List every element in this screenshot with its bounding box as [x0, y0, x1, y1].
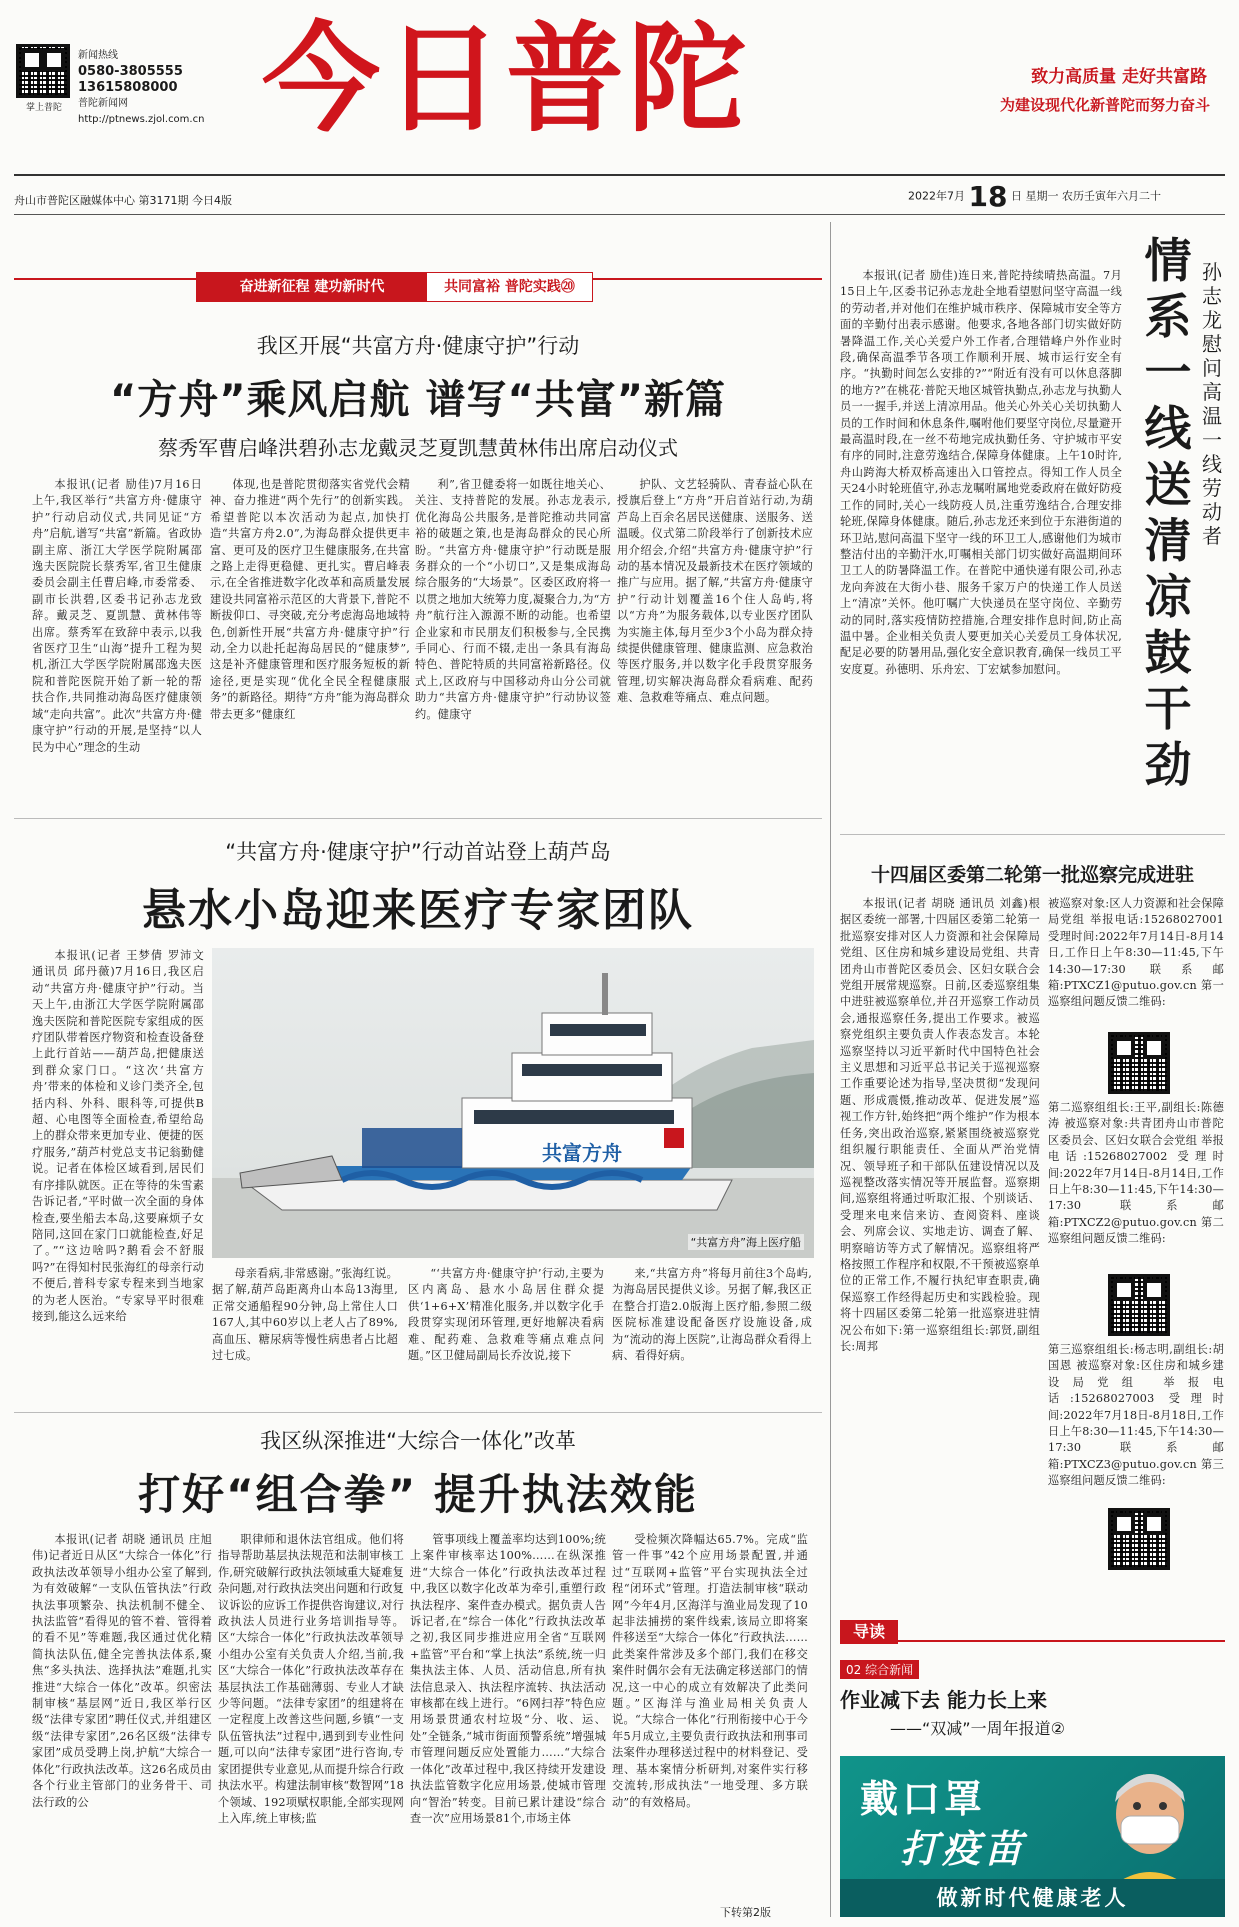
slogan-2: 为建设现代化新普陀而努力奋斗 [999, 96, 1210, 114]
story3-col-3 [410, 1532, 606, 1918]
group-3-text: 第三巡察组组长:杨志明,副组长:胡国恩 被巡察对象:区住房和城乡建设局党组 举报电话:15268027003 受理时间:2022年7月18日-8月18日,工作日上午8:30—11:45,下午14:30—17:30 联系邮箱:PTXCZ3@putuo.gov.cn 第三巡察组问题反馈二维码: [1048, 1343, 1224, 1488]
story3-text-1: 本报讯(记者 胡晓 通讯员 庄旭伟)记者近日从区“大综合一体化”行政执法改革领导小组办公室了解到,为有效破解“一支队伍管执法”行政执法事项繁杂、执法机制不健全、执法监管“看得见的管不着、管得着的看不见”等难题,我区通过优化精简执法队伍,健全完善执法体系,聚焦“多头执法、选择执法”难题,扎实推进“大综合一体化”改革。织密法制审核“基层网”近日,我区举行区级“法律专家团”聘任仪式,并组建区级“法律专家团”,26名区级“法律专家团”成员受聘上岗,护航“大综合一体化”行政执法改革。这26名成员由各个行业主管部门的业务骨干、司法行政的公 [32, 1533, 212, 1809]
guide-headline[interactable]: 作业减下去 能力长上来 [840, 1688, 1047, 1712]
story4-body [840, 268, 1122, 850]
date-line [908, 180, 1228, 213]
ad-line-2: 打疫苗 [900, 1827, 1027, 1871]
story3-col-2 [218, 1532, 404, 1918]
elderly-person-icon [1095, 1762, 1205, 1892]
story2-text-4: 来,“共富方舟”将每月前往3个岛屿,为海岛居民提供义诊。另据了解,我区正在整合打造2.0版海上医疗船,参照二级医院标准建设配备医疗设施设备,成为“流动的海上医院”,让海岛群众看得上病、看得好病。 [612, 1267, 812, 1363]
guide-label: 导读 [840, 1620, 898, 1644]
story5-top-rule [840, 834, 1225, 835]
guide-subhead: ——“双减”一周年报道② [890, 1719, 1065, 1738]
story5-group-2 [1048, 1100, 1224, 1272]
story5-text-1: 本报讯(记者 胡晓 通讯员 刘鑫)根据区委统一部署,十四届区委第二轮第一批巡察安排对区人力资源和社会保障局党组、区住房和城乡建设局党组、共青团舟山市普陀区委员会、区妇女联合会党组开展常规巡察。日前,区委巡察组集中进驻被巡察单位,并召开巡察工作动员会,通报巡察任务,提出工作要求。被巡察党组织主要负责人作表态发言。本轮巡察坚持以习近平新时代中国特色社会主义思想和习近平总书记关于巡视巡察工作重要论述为指导,坚决贯彻“发现问题、形成震慑,推动改革、促进发展”巡视工作方针,始终把“两个维护”作为根本任务,突出政治巡察,紧紧围绕被巡察党组织履行职能责任、全面从严治党情况、领导班子和干部队伍建设情况以及巡视整改落实情况等开展监督。巡察期间,巡察组将通过听取汇报、个别谈话、受理来电来信来访、查阅资料、座谈会、列席会议、实地走访、调查了解、明察暗访等方式了解情况。巡察组将严格按照工作程序和权限,不干预被巡察单位的正常工作,不履行执纪审查职责,确保巡察工作经得起历史和实践检验。现将十四届区委第二轮第一批巡察进驻情况公布如下:第一巡察组组长:郭贤,副组长:周邦 [840, 897, 1040, 1353]
ship-name: 共富方舟 [542, 1141, 622, 1165]
ad-line-1: 戴口罩 [860, 1777, 987, 1821]
story1-col-3 [415, 477, 611, 804]
story2-kicker: “共富方舟·健康守护”行动首站登上葫芦岛 [225, 840, 611, 864]
site-url[interactable]: http://ptnews.zjol.com.cn [78, 114, 205, 125]
right-column-divider [830, 222, 831, 1917]
story4-side-title: 情系一线送清凉鼓干劲 [1144, 234, 1192, 793]
story2-col-1 [32, 948, 204, 1323]
date-suffix: 日 星期一 农历壬寅年六月二十 [1010, 189, 1161, 203]
banner-right: 共同富裕 普陀实践⑳ [444, 279, 575, 295]
story1-text-2: 体现,也是普陀贯彻落实省党代会精神、奋力推进“两个先行”的创新实践。希望普陀以本次活动为起点,加快打造“共富方舟2.0”,为海岛群众提供更丰富、更可及的医疗卫生健康服务,在共富之路上走得更稳健、更扎实。曹启峰表示,在全省推进数字化改革和高质量发展建设共同富裕示范区的大背景下,普陀不断拔仰口、寻突破,充分考虑海岛地域特色,创新性开展“共富方舟·健康守护”行动,全力以赴托起海岛居民的“健康梦”,这是补齐健康管理和医疗服务短板的新途径,更是实现“优化全民全程健康服务”的新路径。期待“方舟”能为海岛群众带去更多“健康红 [210, 478, 410, 721]
qr-code-group-1[interactable] [1108, 1032, 1170, 1094]
story1-text-3: 利”,省卫健委将一如既往地关心、关注、支持普陀的发展。孙志龙表示,优化海岛公共服务,是普陀推动共同富裕的破题之策,也是海岛群众的民心所盼。“共富方舟·健康守护”行动既是服务群众的一个“小切口”,又是集成海岛综合服务的“大场景”。区委区政府将一以贯之地加大统筹力度,凝聚合力,为“方舟”航行注入源源不断的动能。也希望企业家和市民朋友们积极参与,全民携手同心、行而不辍,走出一条具有海岛特色、普陀特质的共同富裕新路径。仪式上,区政府与中国移动舟山分公司就助力“共富方舟·健康守护”行动协议签约。健康守 [415, 478, 611, 721]
group-2-text: 第二巡察组组长:王平,副组长:陈德涛 被巡察对象:共青团舟山市普陀区委员会、区妇女联合会党组 举报电话:15268027002 受理时间:2022年7月14日-8月14日,工作日上午8:30—11:45,下午14:30—17:30 联系邮箱:PTXCZ2@putuo.gov.cn 第二巡察组问题反馈二维码: [1048, 1101, 1224, 1246]
guide-section[interactable]: 02 综合新闻 [840, 1660, 919, 1679]
issue: 第3171期 [138, 194, 189, 207]
story3-kicker: 我区纵深推进“大综合一体化”改革 [260, 1429, 576, 1453]
public-service-ad [840, 1756, 1225, 1917]
story3-text-3: 管事项线上覆盖率均达到100%;统上案件审核率达100%……在纵深推进“大综合一体化”行政执法改革过程中,我区以数字化改革为牵引,重塑行政执法程序、案件查办模式。据负责人告诉记者,在“综合一体化”行政执法改革之初,我区同步推进应用全省“互联网+监管”平台和“掌上执法”系统,统一归集执法主体、人员、活动信息,所有执法信息录入、执法程序流转、执法活动审核都在线上进行。“6网扫荐”特色应用场景贯通农村垃圾“分、收、运、处”全链条,“城市街面预警系统”增强城市管理问题反应处置能力……“大综合一体化”改革过程中,我区持续开发建设执法监管数字化应用场景,使城市管理向“智治”转变。目前已累计建设“综合查一次”应用场景81个,市场主体 [410, 1533, 606, 1825]
ship-illustration [212, 948, 814, 1258]
group-1-text: 被巡察对象:区人力资源和社会保障局党组 举报电话:15268027001 受理时间:2022年7月14日-8月14日,工作日上午8:30—11:45,下午14:30—17:30 联系邮箱:PTXCZ1@putuo.gov.cn 第一巡察组问题反馈二维码: [1048, 897, 1224, 1009]
slogan-1: 致力高质量 走好共富路 [1031, 67, 1207, 87]
masthead-rule-2 [14, 214, 1225, 215]
masthead-logo: 今日普陀 [262, 9, 751, 148]
story5-headline: 十四届区委第二轮第一批巡察完成进驻 [870, 864, 1194, 886]
story1-subhead: 蔡秀军曹启峰洪碧孙志龙戴灵芝夏凯慧黄林伟出席启动仪式 [158, 436, 678, 460]
publisher-line [14, 192, 232, 208]
story2-headline: 悬水小岛迎来医疗专家团队 [142, 885, 694, 936]
story3-text-2: 职律师和退休法官组成。他们将指导帮助基层执法规范和法制审核工作,研究破解行政执法领域重大疑难复杂问题,对行政执法突出问题和行政复议诉讼的应诉工作提供咨询建议,对行政执法人员进行业务培训指导等。区“大综合一体化”行政执法改革领导小组办公室有关负责人介绍,当前,我区“大综合一体化”行政执法改革存在基层执法工作基础薄弱、专业人才缺少等问题。“法律专家团”的组建将在一定程度上改善这些问题,乡镇“一支队伍管执法”过程中,遇到到专业性问题,可以向“法律专家团”进行咨询,专家团提供专业意见,从而提升综合行政执法水平。构建法制审核“数智网”18个领域、192项赋权职能,全部实现网上入库,统上审核;监 [218, 1533, 404, 1825]
hotline-block [78, 48, 188, 112]
story1-text-1: 本报讯(记者 励佳)7月16日上午,我区举行“共富方舟·健康守护”行动启动仪式,共同见证“方舟”启航,谱写“共富”新篇。省政协副主席、浙江大学医学院附属邵逸夫医院院长蔡秀军,省卫生健康委员会副主任曹启峰,市委常委、副市长洪碧,区委书记孙志龙致辞。戴灵芝、夏凯慧、黄林伟等出席。蔡秀军在致辞中表示,以我省医疗卫生“山海”提升工程为契机,浙江大学医学院附属邵逸夫医院和普陀医院开始了新一轮的帮扶合作,共同推动海岛医疗健康领域“走向共富”。此次“共富方舟·健康守护”行动的开展,是坚持“以人民为中心”理念的生动 [32, 478, 202, 754]
story1-text-4: 护队、文艺轻骑队、青春益心队在授旗后登上“方舟”开启首站行动,为葫芦岛上百余名居民送健康、送服务、送温暖。仪式第二阶段举行了创新技术应用介绍会,介绍“共富方舟·健康守护”行动的基本情况及最新技术在医疗领域的推广与应用。据了解,“共富方舟·健康守护”行动计划覆盖16个住人岛屿,将以“方舟”为服务载体,以专业医疗团队为实施主体,每月至少3个小岛为群众持续提供健康管理、健康监测、应急救治等医疗服务,并以数字化手段贯穿服务管理,切实解决海岛群众看病难、配药难、急救难等痛点、难点问题。 [617, 478, 813, 705]
story4-text: 本报讯(记者 励佳)连日来,普陀持续晴热高温。7月15日上午,区委书记孙志龙赴全地看望慰问坚守高温一线的劳动者,并对他们在维护城市秩序、保障城市安全等方面的辛勤付出表示感谢。他要求,各地各部门切实做好防暑降温工作,关心关爱户外工作者,合理错峰户外作业时段,确保高温季节各项工作顺利开展、城市运行安全有序。“执勤时间怎么安排的?”“附近有没有可以休息落脚的地方?”在桃花·普陀天地区城管执勤点,孙志龙与执勤人员一一握手,并送上清凉用品。他关心外关心关切执勤人员的工作时间和休息条件,嘱咐他们要坚守岗位,尽量避开最高温时段,在一丝不苟地完成执勤任务、守护城市平安有序的同时,注意劳逸结合,保障身体健康。上午10时许,舟山跨海大桥双桥高速出入口管控点。得知工作人员全天24小时轮班值守,孙志龙嘱咐属地党委政府在做好防疫工作的同时,关心一线防疫人员,注重劳逸结合,合理安排轮班,保障身体健康。随后,孙志龙还来到位于东港街道的环卫站,慰问高温下坚守一线的环卫工人,感谢他们为城市整洁付出的辛勤汗水,叮嘱相关部门切实做好高温期间环卫工人的防暑降温工作。在普陀中通快递有限公司,孙志龙向奔波在大街小巷、服务千家万户的快递工作人员送上“清凉”关怀。他叮嘱广大快递员在坚守岗位、辛勤劳动的同时,落实疫情防控措施,合理安排作息时间,防止高温中暑。企业相关负责人要更加关心关爱员工身体状况,配足必要的防暑用品,强化安全意识教育,确保一线员工平安度夏。孙德明、乐舟宏、丁宏斌参加慰问。 [840, 269, 1122, 676]
story3-text-4: 受检频次降幅达65.7%。完成“监管一件事”42个应用场景配置,并通过“互联网+监管”平台实现执法全过程“闭环式”管理。打造法制审核“联动网”今年4月,区海洋与渔业局发现了10起非法捕捞的案件线索,该局立即将案件移送至“大综合一体化”行政执法……此类案件常涉及多个部门,我们在移交案件时偶尔会有无法确定移送部门的情况,这一中心的成立有效解决了此类问题。”区海洋与渔业局相关负责人说。“大综合一体化”行刑衔接中心于今年5月成立,主要负责行政执法和刑事司法案件办理移送过程中的材料登记、受理、基本案情分析研判,对案件实行移交流转,形成执法“一地受理、多方联动”的有效格局。 [612, 1533, 808, 1809]
ship-photo [212, 948, 814, 1258]
story1-col-4 [617, 477, 813, 804]
story4-side-subtitle: 孙志龙慰问高温一线劳动者 [1202, 260, 1222, 548]
phone-2: 13615808000 [78, 80, 178, 95]
photo-caption: “共富方舟”海上医疗船 [688, 1234, 804, 1250]
site-label: 普陀新闻网 [78, 98, 128, 109]
hotline-label: 新闻热线 [78, 50, 118, 61]
story2-col-1b [32, 1266, 204, 1442]
story5-col-1 [840, 896, 1040, 1776]
story1-col-2 [210, 477, 410, 804]
masthead-rule [14, 174, 1225, 176]
story1-kicker: 我区开展“共富方舟·健康守护”行动 [256, 334, 580, 358]
story2-top-rule [14, 818, 822, 819]
story2-col-2 [212, 1266, 398, 1442]
date-prefix: 2022年7月 [908, 189, 965, 203]
ad-line-3: 做新时代健康老人 [840, 1879, 1225, 1917]
story2-text-1: 本报讯(记者 王梦倩 罗沛文 通讯员 邱丹薇)7月16日,我区启动“共富方舟·健康守护”行动。当天上午,由浙江大学医学院附属邵逸夫医院和普陀医院专家组成的医疗团队带着医疗物资和检查设备登上此行首站——葫芦岛,把健康送到群众家门口。“这次‘共富方舟’带来的体检和义诊门类齐全,包括内科、外科、眼科等,可提供B超、心电图等全面检查,希望给岛上的群众带来更加专业、便捷的医疗服务,”葫芦村党总支书记翁勤健说。记者在体检区域看到,居民们有序排队就医。正在等待的朱雪素告诉记者,“平时做一次全面的身体检查,要坐船去本岛,这要麻烦子女陪同,这回在家门口就能检查,好足了。”“这边啥吗?鹅看会不舒服吗?”在得知村民张海红的母亲行动不便后,普科专家专程来到当地家的为老人医治。“专家导平时很难接到,能这么远来给 [32, 949, 204, 1323]
story1-col-1 [32, 477, 202, 804]
phone-1: 0580-3805555 [78, 64, 183, 79]
date-day: 18 [968, 180, 1008, 213]
banner-left: 奋进新征程 建功新时代 [197, 273, 427, 301]
story3-col-4 [612, 1532, 808, 1900]
continued-note[interactable]: 下转第2版 [720, 1906, 771, 1919]
pages: 今日4版 [192, 194, 232, 207]
banner-box [196, 272, 593, 302]
qr-caption: 掌上普陀 [25, 103, 62, 113]
story3-headline: 打好“组合拳” 提升执法效能 [138, 1470, 698, 1519]
qr-code-group-2[interactable] [1108, 1274, 1170, 1336]
story3-top-rule [14, 1412, 822, 1413]
story5-group-3 [1048, 1342, 1224, 1510]
story2-text-3: “‘共富方舟·健康守护’行动,主要为区内离岛、悬水小岛居住群众提供‘1+6+X’精准化服务,并以数字化手段贯穿实现闭环管理,更好地解决看病难、配药难、急救难等痛点难点问题。”区卫健局副局长乔汝说,接下 [408, 1267, 604, 1363]
story2-col-4 [612, 1266, 812, 1442]
publisher: 舟山市普陀区融媒体中心 [14, 194, 135, 207]
qr-code[interactable] [16, 44, 70, 98]
qr-code-group-3[interactable] [1108, 1508, 1170, 1570]
story2-text-2: 母亲看病,非常感谢。”张海红说。据了解,葫芦岛距离舟山本岛13海里,正常交通船程90分钟,岛上常住人口167人,其中60岁以上老人占了89%,高血压、糖尿病等慢性病患者占比超过七成。 [212, 1267, 398, 1363]
story1-headline: “方舟”乘风启航 谱写“共富”新篇 [109, 377, 727, 423]
story2-col-3 [408, 1266, 604, 1442]
story3-col-1 [32, 1532, 212, 1918]
